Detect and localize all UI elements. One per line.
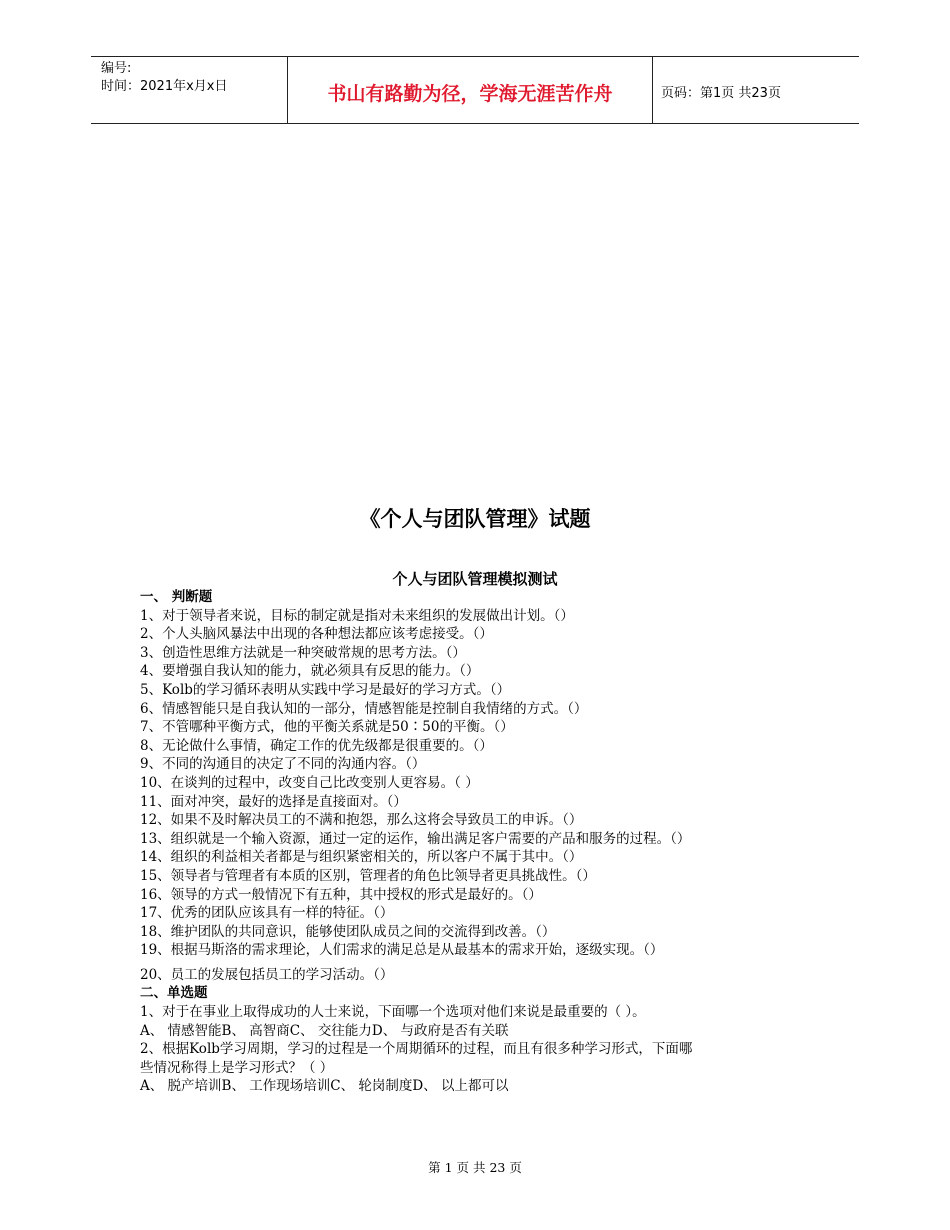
- question-item: 4、要增强自我认知的能力，就必须具有反思的能力。（）: [140, 663, 480, 680]
- document-subtitle: 个人与团队管理模拟测试: [392, 570, 558, 588]
- exam-content: [140, 588, 820, 1096]
- choice-options: A、 脱产培训B、 工作现场培训C、 轮岗制度D、 以上都可以: [140, 1078, 509, 1095]
- question-item: 11、面对冲突，最好的选择是直接面对。（）: [140, 793, 407, 810]
- question-item: 19、根据马斯洛的需求理论，人们需求的满足总是从最基本的需求开始，逐级实现。（）: [140, 942, 664, 959]
- choice-question-continued: 些情况称得上是学习形式？（ ）: [140, 1059, 334, 1076]
- question-item: 18、维护团队的共同意识，能够使团队成员之间的交流得到改善。（）: [140, 923, 556, 940]
- question-item: 16、领导的方式一般情况下有五种，其中授权的形式是最好的。（）: [140, 886, 542, 903]
- question-item: 15、领导者与管理者有本质的区别，管理者的角色比领导者更具挑战性。（）: [140, 867, 596, 884]
- section-heading-single-choice: 二、单选题: [140, 985, 208, 1002]
- question-item: 8、无论做什么事情，确定工作的优先级都是很重要的。（）: [140, 737, 493, 754]
- choice-options: A、 情感智能B、 高智商C、 交往能力D、 与政府是否有关联: [140, 1022, 509, 1039]
- choice-question: 2、根据Kolb学习周期，学习的过程是一个周期循环的过程，而且有很多种学习形式，下面哪: [140, 1041, 693, 1058]
- header-page-cell: [651, 57, 859, 123]
- question-item: 2、个人头脑风暴法中出现的各种想法都应该考虑接受。（）: [140, 626, 493, 643]
- question-item: 17、优秀的团队应该具有一样的特征。（）: [140, 905, 394, 922]
- question-item: 6、情感智能只是自我认知的一部分，情感智能是控制自我情绪的方式。（）: [140, 700, 588, 717]
- header-motto-cell: [287, 57, 653, 123]
- question-item: 5、Kolb的学习循环表明从实践中学习是最好的学习方式。（）: [140, 681, 511, 698]
- section-heading-true-false: 一、 判断题: [140, 589, 213, 605]
- header-page-info: 页码：第1页 共23页: [661, 86, 781, 101]
- question-item: 13、组织就是一个输入资源，通过一定的运作，输出满足客户需要的产品和服务的过程。（）: [140, 830, 691, 847]
- question-item: 3、创造性思维方法就是一种突破常规的思考方法。（）: [140, 644, 466, 661]
- question-item: 7、不管哪种平衡方式，他的平衡关系就是50∶50的平衡。（）: [140, 719, 514, 736]
- page-footer: 第 1 页 共 23 页: [428, 1160, 522, 1175]
- document-title: 《个人与团队管理》试题: [359, 507, 591, 531]
- document-time-label: 时间：2021年x月x日: [101, 79, 228, 94]
- header-meta-cell: [91, 57, 287, 123]
- choice-question: 1、对于在事业上取得成功的人士来说，下面哪一个选项对他们来说是最重要的（ ）。: [140, 1004, 646, 1021]
- question-item: 12、如果不及时解决员工的不满和抱怨，那么这将会导致员工的申诉。（）: [140, 812, 583, 829]
- document-number-label: 编号:: [101, 61, 132, 76]
- question-item: 14、组织的利益相关者都是与组织紧密相关的，所以客户不属于其中。（）: [140, 849, 583, 866]
- question-item: 9、不同的沟通目的决定了不同的沟通内容。（）: [140, 756, 426, 773]
- question-item: 20、员工的发展包括员工的学习活动。（）: [140, 966, 394, 983]
- question-item: 1、对于领导者来说，目标的制定就是指对未来组织的发展做出计划。（）: [140, 607, 574, 624]
- page-header: [91, 56, 859, 124]
- header-motto: 书山有路勤为径，学海无涯苦作舟: [327, 83, 613, 105]
- question-item: 10、在谈判的过程中，改变自己比改变别人更容易。（ ）: [140, 774, 479, 791]
